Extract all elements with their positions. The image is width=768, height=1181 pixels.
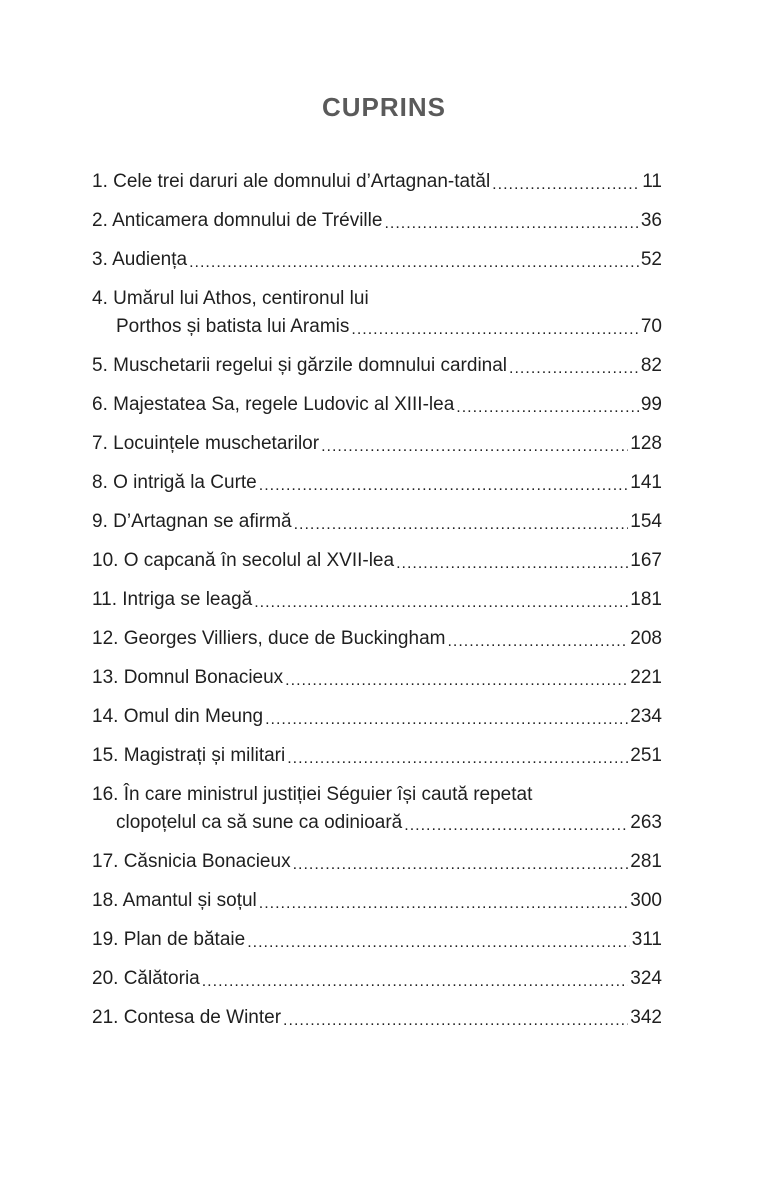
- toc-entry-label: 21. Contesa de Winter: [92, 1007, 282, 1028]
- toc-entry-12[interactable]: [92, 625, 662, 653]
- toc-entry-page: 208: [630, 628, 662, 649]
- toc-entry-17[interactable]: [92, 848, 662, 876]
- toc-entry-label: 15. Magistrați și militari: [92, 745, 286, 766]
- toc-entry-page: 141: [630, 472, 662, 493]
- dot-leader: [202, 971, 629, 993]
- toc-entry-page: 263: [630, 812, 662, 833]
- toc-entry-page: 70: [640, 316, 662, 337]
- toc-entry-14[interactable]: [92, 703, 662, 731]
- page-title: CUPRINS: [321, 92, 446, 122]
- dot-leader: [456, 397, 639, 419]
- dot-leader: [254, 592, 628, 614]
- toc-entry-1[interactable]: [92, 168, 662, 196]
- toc-entry-13[interactable]: [92, 664, 662, 692]
- toc-entry-page: 154: [630, 511, 662, 532]
- toc-entry-page: 82: [640, 355, 662, 376]
- dot-leader: [321, 436, 628, 458]
- dot-leader: [294, 514, 629, 536]
- dot-leader: [509, 358, 639, 380]
- dot-leader: [492, 174, 640, 196]
- toc-entry-label: clopoțelul ca să sune ca odinioară: [116, 812, 403, 833]
- dot-leader: [404, 815, 628, 837]
- toc-entry-label: 12. Georges Villiers, duce de Buckingham: [92, 628, 446, 649]
- toc-entry-page: 311: [631, 929, 662, 950]
- toc-entry-label: 19. Plan de bătaie: [92, 929, 246, 950]
- toc-entry-page: 342: [630, 1007, 662, 1028]
- toc-entry-label: 13. Domnul Bonacieux: [92, 667, 284, 688]
- dot-leader: [396, 553, 628, 575]
- dot-leader: [293, 854, 629, 876]
- toc-entry-7[interactable]: [92, 430, 662, 458]
- toc-entry-label-line1: 16. În care ministrul justiției Séguier își caută repetat: [92, 784, 533, 805]
- toc-entry-18[interactable]: [92, 887, 662, 915]
- dot-leader: [283, 1010, 628, 1032]
- toc-entry-16[interactable]: [92, 781, 662, 837]
- toc-entry-11[interactable]: [92, 586, 662, 614]
- toc-entry-4[interactable]: [92, 285, 662, 341]
- toc-entry-6[interactable]: [92, 391, 662, 419]
- toc-entry-label: 3. Audiența: [92, 249, 188, 270]
- toc-entry-label: 14. Omul din Meung: [92, 706, 264, 727]
- toc-entry-page: 167: [630, 550, 662, 571]
- dot-leader: [384, 213, 638, 235]
- toc-entry-page: 300: [630, 890, 662, 911]
- toc-entry-label: 1. Cele trei daruri ale domnului d’Artagnan-tatăl: [92, 171, 491, 192]
- toc-entry-label: 18. Amantul și soțul: [92, 890, 257, 911]
- toc-entry-page: 36: [640, 210, 662, 231]
- toc-entry-8[interactable]: [92, 469, 662, 497]
- toc-entry-19[interactable]: [92, 926, 662, 954]
- toc-entry-line2: [92, 313, 662, 341]
- toc-entry-15[interactable]: [92, 742, 662, 770]
- toc-entry-page: 281: [630, 851, 662, 872]
- toc-entry-label: 5. Muschetarii regelui și gărzile domnului cardinal: [92, 355, 508, 376]
- toc-entry-label: 6. Majestatea Sa, regele Ludovic al XIII-lea: [92, 394, 455, 415]
- dot-leader: [259, 475, 629, 497]
- toc-entry-label: 11. Intriga se leagă: [92, 589, 253, 610]
- dot-leader: [447, 631, 628, 653]
- dot-leader: [265, 709, 628, 731]
- toc-entry-page: 181: [630, 589, 662, 610]
- toc-entry-page: 324: [630, 968, 662, 989]
- toc-entry-label-line1: 4. Umărul lui Athos, centironul lui: [92, 288, 369, 309]
- toc-entry-line2: [92, 809, 662, 837]
- toc-entry-label: 2. Anticamera domnului de Tréville: [92, 210, 383, 231]
- toc-entry-page: 251: [630, 745, 662, 766]
- dot-leader: [287, 748, 628, 770]
- dot-leader: [285, 670, 628, 692]
- toc-entry-3[interactable]: [92, 246, 662, 274]
- table-of-contents: [92, 168, 662, 1043]
- toc-entry-label: 20. Călătoria: [92, 968, 200, 989]
- toc-entry-page: 234: [630, 706, 662, 727]
- dot-leader: [247, 932, 630, 954]
- toc-entry-9[interactable]: [92, 508, 662, 536]
- toc-entry-page: 52: [640, 249, 662, 270]
- toc-entry-label: 10. O capcană în secolul al XVII-lea: [92, 550, 395, 571]
- toc-entry-page: 221: [630, 667, 662, 688]
- dot-leader: [259, 893, 629, 915]
- toc-entry-label: 8. O intrigă la Curte: [92, 472, 257, 493]
- toc-entry-5[interactable]: [92, 352, 662, 380]
- toc-entry-label: 17. Căsnicia Bonacieux: [92, 851, 291, 872]
- toc-entry-label: 9. D’Artagnan se afirmă: [92, 511, 292, 532]
- toc-entry-2[interactable]: [92, 207, 662, 235]
- toc-entry-label: 7. Locuințele muschetarilor: [92, 433, 320, 454]
- toc-entry-10[interactable]: [92, 547, 662, 575]
- toc-entry-21[interactable]: [92, 1004, 662, 1032]
- toc-entry-label: Porthos și batista lui Aramis: [116, 316, 350, 337]
- toc-entry-20[interactable]: [92, 965, 662, 993]
- toc-entry-page: 99: [640, 394, 662, 415]
- dot-leader: [351, 319, 638, 341]
- dot-leader: [189, 252, 639, 274]
- toc-entry-page: 128: [630, 433, 662, 454]
- toc-entry-page: 11: [642, 171, 662, 192]
